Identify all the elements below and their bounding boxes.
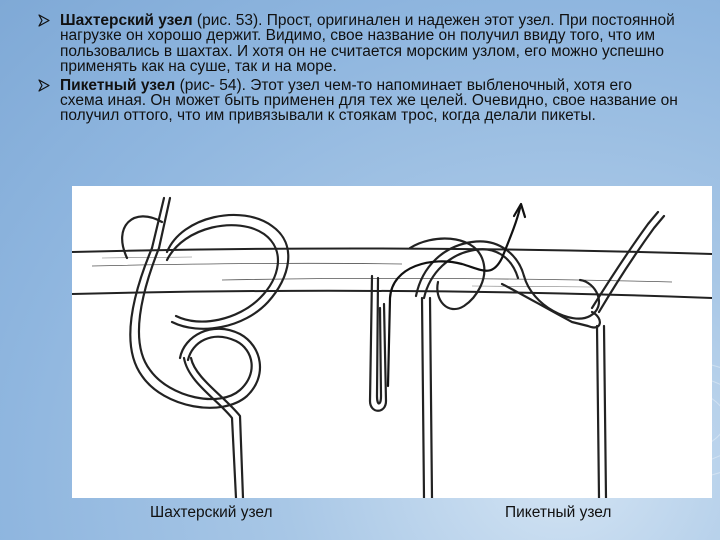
picket-knot-arrow xyxy=(388,204,525,386)
miner-knot-drawing xyxy=(122,198,288,498)
knots-illustration xyxy=(72,186,712,498)
bullet-item-shakhtersky xyxy=(38,13,678,75)
bullet-item-piketny xyxy=(38,78,678,124)
picket-knot-drawing xyxy=(370,212,664,498)
bullet-text: (рис- 54). Этот узел чем-то напоминает выбленочный, хотя его схема иная. Он может быть применен для тех же целей. Очевидно, свое название он получил оттого, что им привязывали к стоякам трос, когда делали пикеты. xyxy=(60,76,678,125)
arrowhead-bullet-icon xyxy=(38,14,50,27)
bullet-lead: Шахтерский узел xyxy=(60,12,193,29)
arrowhead-bullet-icon xyxy=(38,79,50,92)
bullet-list xyxy=(38,13,678,127)
caption-picket-knot: Пикетный узел xyxy=(505,504,612,521)
bullet-text: (рис. 53). Прост, оригинален и надежен этот узел. При постоянной нагрузке он хорошо держит. Видимо, свое название он получил ввиду того, что им пользовались в шахтах. И хотя он не считается морским узлом, его можно успешно применять как на суше, так и на море. xyxy=(60,12,675,76)
bullet-lead: Пикетный узел xyxy=(60,76,176,94)
caption-miner-knot: Шахтерский узел xyxy=(150,504,273,521)
